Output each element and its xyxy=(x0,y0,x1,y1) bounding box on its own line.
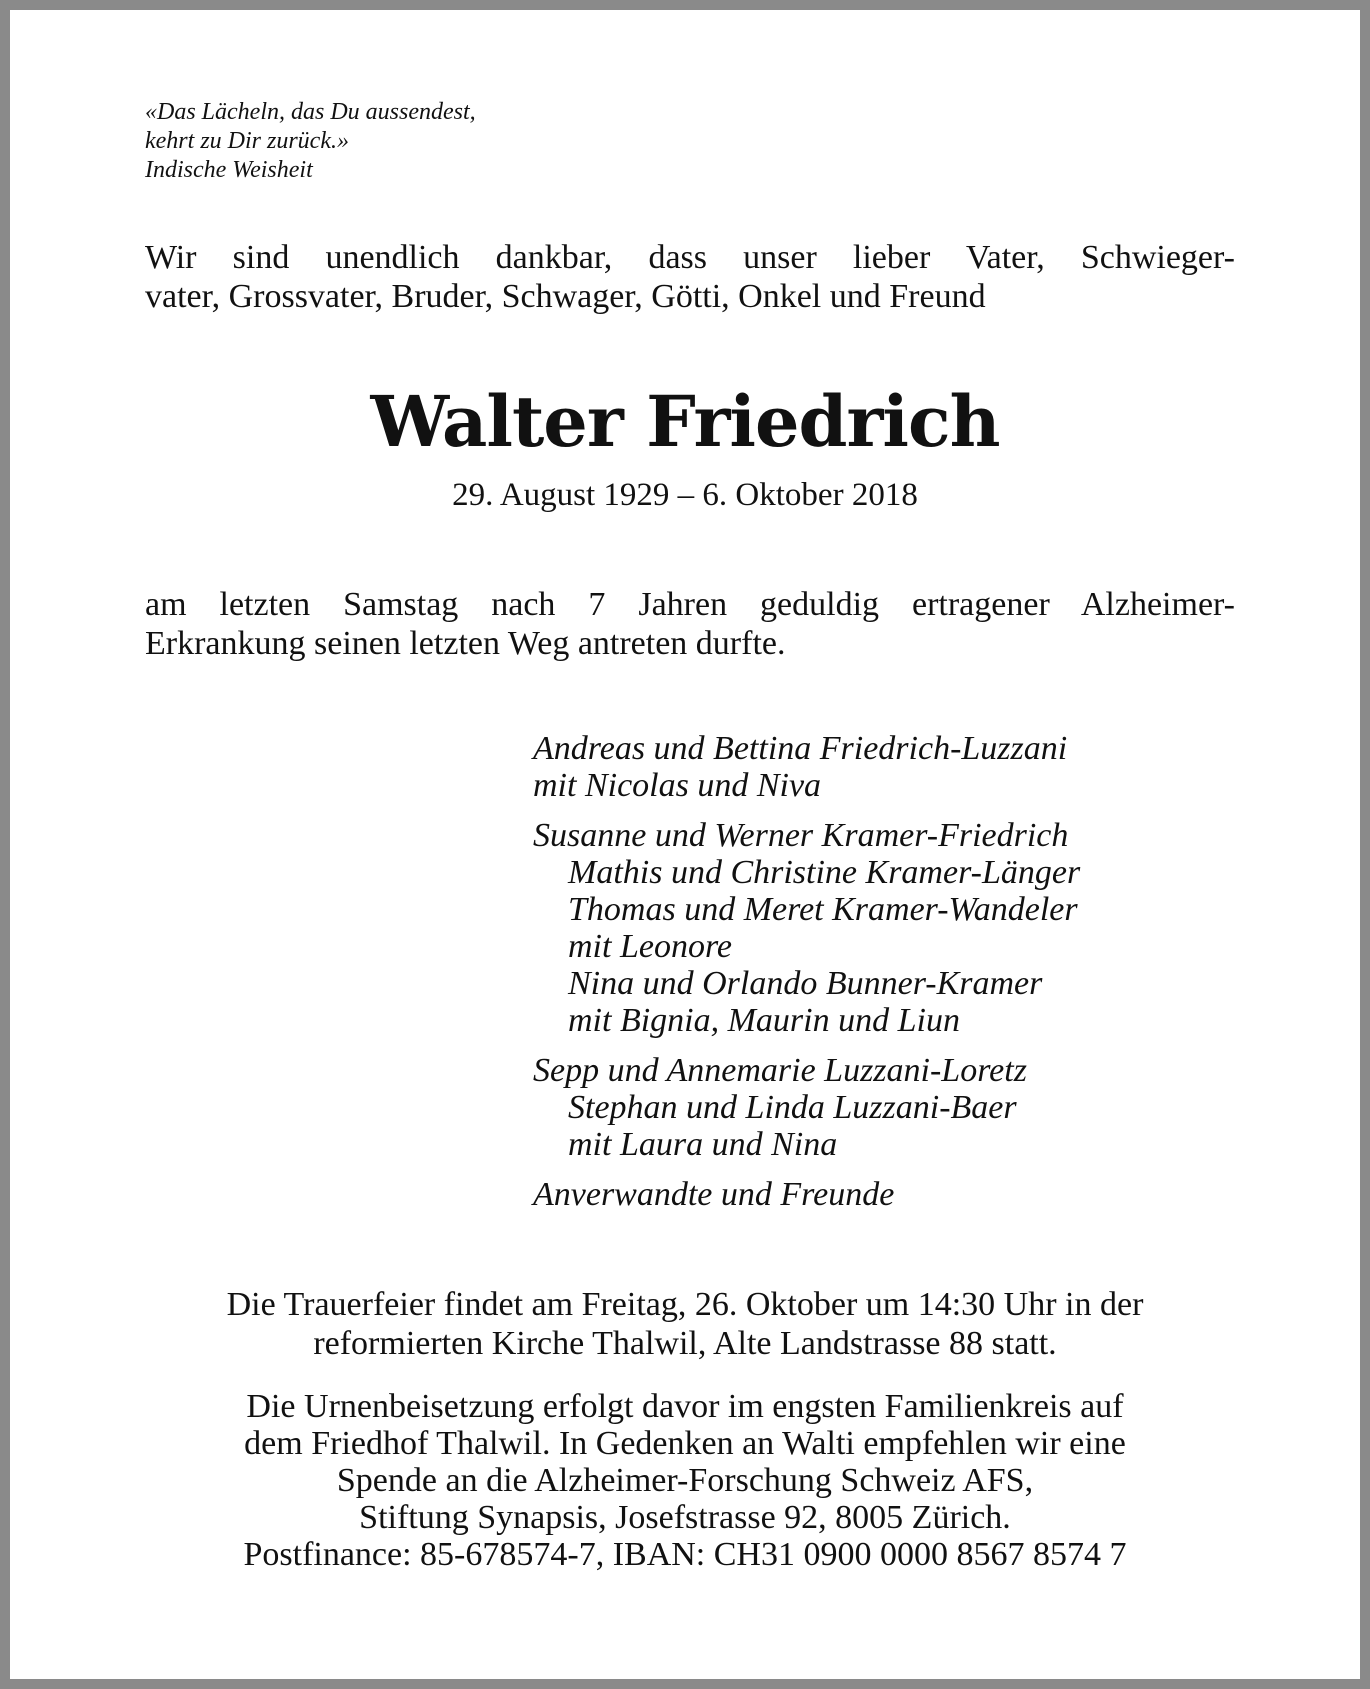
mourner-group xyxy=(533,730,1233,804)
mourner-line: Anverwandte und Freunde xyxy=(533,1176,895,1213)
mourner-line: Sepp und Annemarie Luzzani-Loretz xyxy=(533,1052,1027,1089)
mourner-line: mit Laura und Nina xyxy=(568,1126,838,1163)
quote-line: «Das Lächeln, das Du aussendest, xyxy=(145,99,476,125)
intro-line: Wir sind unendlich dankbar, dass unser lieber Vater, Schwieger- xyxy=(145,239,1235,276)
intro-paragraph xyxy=(145,238,1235,316)
passing-line: Erkrankung seinen letzten Weg antreten durfte. xyxy=(145,625,786,662)
burial-line: Die Urnenbeisetzung erfolgt davor im engsten Familienkreis auf xyxy=(246,1388,1124,1425)
mourner-group xyxy=(533,817,1233,1039)
ceremony-line: reformierten Kirche Thalwil, Alte Landstrasse 88 statt. xyxy=(313,1325,1057,1362)
epigraph-quote xyxy=(145,98,476,185)
quote-source: Indische Weisheit xyxy=(145,157,313,183)
deceased-name: Walter Friedrich xyxy=(370,380,1000,463)
mourner-line: Stephan und Linda Luzzani-Baer xyxy=(568,1089,1017,1126)
mourner-group xyxy=(533,1052,1233,1163)
burial-line: dem Friedhof Thalwil. In Gedenken an Walti empfehlen wir eine xyxy=(244,1425,1126,1462)
passing-line: am letzten Samstag nach 7 Jahren geduldig ertragener Alzheimer- xyxy=(145,586,1235,623)
mourner-group xyxy=(533,1176,1233,1213)
donation-details: Postfinance: 85-678574-7, IBAN: CH31 0900 0000 8567 8574 7 xyxy=(243,1536,1127,1573)
mourner-line: Andreas und Bettina Friedrich-Luzzani xyxy=(533,730,1068,767)
intro-line: vater, Grossvater, Bruder, Schwager, Götti, Onkel und Freund xyxy=(145,278,986,315)
quote-line: kehrt zu Dir zurück.» xyxy=(145,128,349,154)
burial-line: Spende an die Alzheimer-Forschung Schweiz AFS, xyxy=(336,1462,1034,1499)
mourner-line: mit Bignia, Maurin und Liun xyxy=(568,1002,960,1039)
passing-paragraph xyxy=(145,585,1235,663)
mourner-line: Thomas und Meret Kramer-Wandeler xyxy=(568,891,1078,928)
mourner-line: Nina und Orlando Bunner-Kramer xyxy=(568,965,1043,1002)
ceremony-line: Die Trauerfeier findet am Freitag, 26. Oktober um 14:30 Uhr in der xyxy=(226,1286,1144,1323)
burial-paragraph xyxy=(0,1388,1370,1573)
life-dates: 29. August 1929 – 6. Oktober 2018 xyxy=(452,477,918,513)
mourner-line: Mathis und Christine Kramer-Länger xyxy=(568,854,1081,891)
mourner-line: mit Leonore xyxy=(568,928,733,965)
burial-line: Stiftung Synapsis, Josefstrasse 92, 8005 Zürich. xyxy=(359,1499,1011,1536)
mourner-line: Susanne und Werner Kramer-Friedrich xyxy=(533,817,1069,854)
mourner-line: mit Nicolas und Niva xyxy=(533,767,822,804)
ceremony-paragraph xyxy=(0,1285,1370,1363)
mourners-list xyxy=(533,730,1233,1226)
